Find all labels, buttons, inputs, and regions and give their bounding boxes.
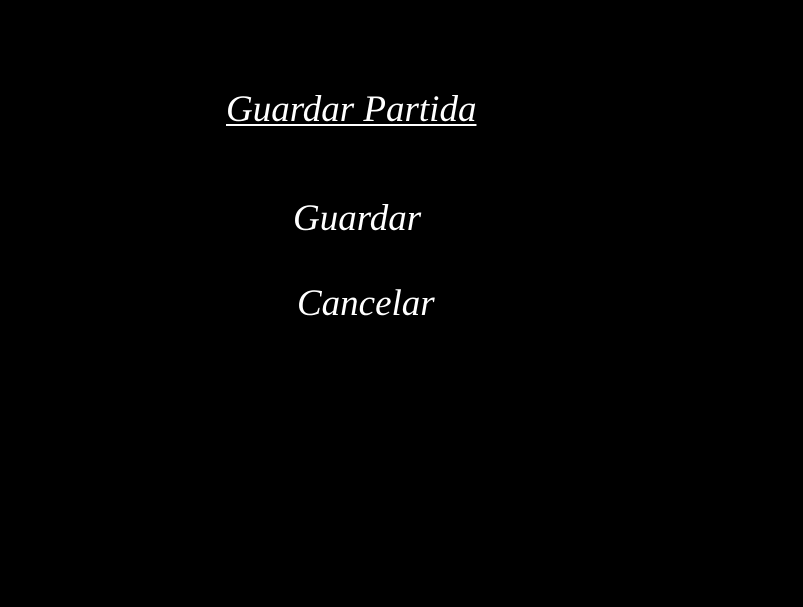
cancel-option[interactable]: Cancelar bbox=[297, 283, 435, 324]
save-option[interactable]: Guardar bbox=[293, 198, 422, 239]
screen-title: Guardar Partida bbox=[226, 89, 477, 130]
